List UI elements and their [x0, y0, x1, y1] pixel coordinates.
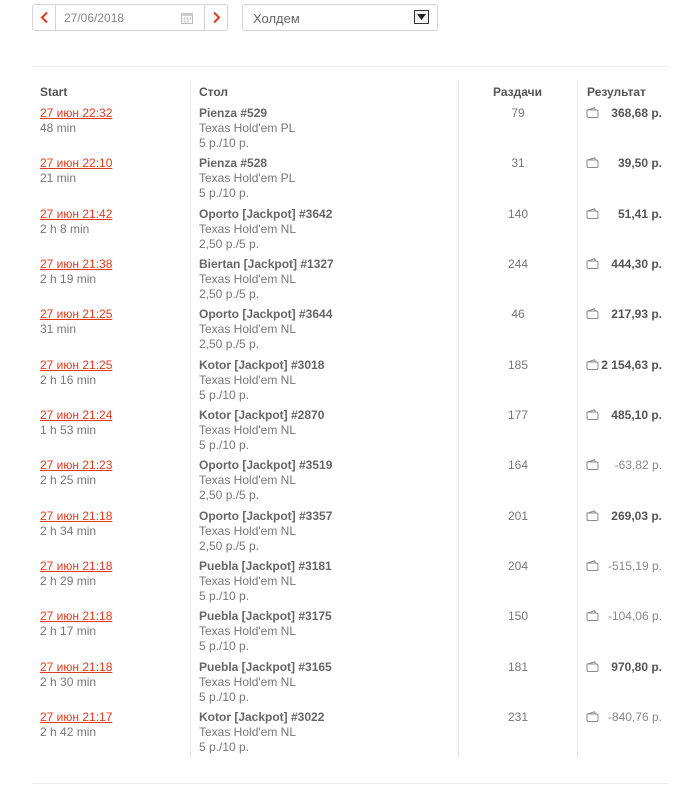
hands-count: 140: [507, 207, 529, 221]
table-name: Pienza #528: [199, 156, 268, 170]
session-duration: 2 h 29 min: [40, 574, 97, 588]
session-result: -104,06 р.: [607, 609, 662, 623]
top-divider: [32, 66, 668, 67]
session-start-link[interactable]: 27 июн 22:10: [40, 156, 113, 170]
table-name: Oporto [Jackpot] #3642: [199, 207, 333, 221]
table-row: [32, 257, 668, 307]
dropdown-arrow-icon[interactable]: [414, 10, 429, 24]
hands-count: 201: [507, 509, 529, 523]
session-result: 2 154,63 р.: [601, 358, 662, 372]
table-stakes: 5 р./10 р.: [199, 388, 250, 402]
session-start-link[interactable]: 27 июн 21:23: [40, 458, 113, 472]
session-start-link[interactable]: 27 июн 21:25: [40, 307, 113, 321]
table-name: Biertan [Jackpot] #1327: [199, 257, 334, 271]
table-game: Texas Hold'em NL: [199, 373, 296, 387]
session-result: 269,03 р.: [611, 509, 662, 523]
session-start-link[interactable]: 27 июн 21:24: [40, 408, 113, 422]
table-row: [32, 509, 668, 559]
table-stakes: 5 р./10 р.: [199, 639, 250, 653]
table-stakes: 5 р./10 р.: [199, 136, 250, 150]
table-row: [32, 609, 668, 659]
table-stakes: 5 р./10 р.: [199, 690, 250, 704]
session-duration: 1 h 53 min: [40, 423, 97, 437]
table-stakes: 5 р./10 р.: [199, 186, 250, 200]
header-start: Start: [40, 85, 68, 99]
session-result: 51,41 р.: [617, 207, 662, 221]
header-table: Стол: [199, 85, 229, 99]
table-stakes: 2,50 р./5 р.: [199, 488, 260, 502]
table-game: Texas Hold'em NL: [199, 322, 296, 336]
hands-count: 204: [507, 559, 529, 573]
table-name: Kotor [Jackpot] #3022: [199, 710, 325, 724]
table-name: Oporto [Jackpot] #3519: [199, 458, 333, 472]
table-stakes: 5 р./10 р.: [199, 740, 250, 754]
table-row: [32, 106, 668, 156]
bottom-divider: [32, 783, 668, 784]
session-result: 39,50 р.: [617, 156, 662, 170]
table-game: Texas Hold'em NL: [199, 272, 296, 286]
session-duration: 31 min: [40, 322, 77, 336]
session-start-link[interactable]: 27 июн 21:18: [40, 609, 113, 623]
session-duration: 2 h 42 min: [40, 725, 97, 739]
session-start-link[interactable]: 27 июн 21:18: [40, 559, 113, 573]
session-result: 217,93 р.: [611, 307, 662, 321]
session-duration: 2 h 25 min: [40, 473, 97, 487]
session-duration: 2 h 16 min: [40, 373, 97, 387]
session-start-link[interactable]: 27 июн 21:18: [40, 660, 113, 674]
next-day-button[interactable]: [204, 5, 227, 30]
table-game: Texas Hold'em NL: [199, 675, 296, 689]
chevron-right-icon: [212, 11, 221, 24]
table-row: [32, 408, 668, 458]
session-start-link[interactable]: 27 июн 21:25: [40, 358, 113, 372]
session-start-link[interactable]: 27 июн 21:38: [40, 257, 113, 271]
game-type-select[interactable]: [242, 4, 438, 31]
session-duration: 2 h 30 min: [40, 675, 97, 689]
table-row: [32, 710, 668, 760]
session-result: -515,19 р.: [607, 559, 662, 573]
game-type-value: Холдем: [253, 11, 300, 26]
table-game: Texas Hold'em NL: [199, 423, 296, 437]
table-game: Texas Hold'em PL: [199, 121, 296, 135]
table-row: [32, 660, 668, 710]
table-game: Texas Hold'em NL: [199, 725, 296, 739]
table-stakes: 2,50 р./5 р.: [199, 539, 260, 553]
hands-count: 177: [507, 408, 529, 422]
table-name: Kotor [Jackpot] #3018: [199, 358, 325, 372]
chevron-left-icon: [40, 11, 49, 24]
table-name: Oporto [Jackpot] #3644: [199, 307, 333, 321]
table-row: [32, 559, 668, 609]
table-game: Texas Hold'em NL: [199, 624, 296, 638]
table-name: Puebla [Jackpot] #3165: [199, 660, 332, 674]
hands-count: 181: [507, 660, 529, 674]
table-name: Kotor [Jackpot] #2870: [199, 408, 325, 422]
table-row: [32, 156, 668, 206]
prev-day-button[interactable]: [33, 5, 56, 30]
session-result: 368,68 р.: [611, 106, 662, 120]
table-row: [32, 458, 668, 508]
session-start-link[interactable]: 27 июн 21:42: [40, 207, 113, 221]
table-name: Pienza #529: [199, 106, 268, 120]
table-stakes: 5 р./10 р.: [199, 438, 250, 452]
table-game: Texas Hold'em NL: [199, 524, 296, 538]
hands-count: 46: [511, 307, 525, 321]
table-stakes: 2,50 р./5 р.: [199, 337, 260, 351]
session-start-link[interactable]: 27 июн 22:32: [40, 106, 113, 120]
session-duration: 48 min: [40, 121, 77, 135]
session-duration: 2 h 34 min: [40, 524, 97, 538]
table-game: Texas Hold'em NL: [199, 574, 296, 588]
header-result: Результат: [587, 85, 646, 99]
table-stakes: 5 р./10 р.: [199, 589, 250, 603]
hands-count: 185: [507, 358, 529, 372]
session-duration: 2 h 17 min: [40, 624, 97, 638]
hands-count: 164: [507, 458, 529, 472]
header-hands: Раздачи: [493, 85, 542, 99]
table-name: Oporto [Jackpot] #3357: [199, 509, 333, 523]
table-row: [32, 358, 668, 408]
calendar-icon[interactable]: [181, 12, 193, 24]
table-row: [32, 207, 668, 257]
session-result: 970,80 р.: [611, 660, 662, 674]
hands-count: 79: [511, 106, 525, 120]
table-game: Texas Hold'em PL: [199, 171, 296, 185]
table-game: Texas Hold'em NL: [199, 222, 296, 236]
session-start-link[interactable]: 27 июн 21:18: [40, 509, 113, 523]
session-result: -63,82 р.: [614, 458, 662, 472]
hands-count: 150: [507, 609, 529, 623]
session-duration: 2 h 8 min: [40, 222, 90, 236]
session-duration: 2 h 19 min: [40, 272, 97, 286]
date-picker: [32, 4, 228, 31]
table-name: Puebla [Jackpot] #3181: [199, 559, 332, 573]
table-game: Texas Hold'em NL: [199, 473, 296, 487]
hands-count: 31: [511, 156, 525, 170]
table-stakes: 2,50 р./5 р.: [199, 287, 260, 301]
session-start-link[interactable]: 27 июн 21:17: [40, 710, 113, 724]
session-result: -840,76 р.: [607, 710, 662, 724]
table-stakes: 2,50 р./5 р.: [199, 237, 260, 251]
session-result: 444,30 р.: [611, 257, 662, 271]
table-name: Puebla [Jackpot] #3175: [199, 609, 332, 623]
table-row: [32, 307, 668, 357]
session-duration: 21 min: [40, 171, 77, 185]
hands-count: 231: [507, 710, 529, 724]
session-result: 485,10 р.: [611, 408, 662, 422]
hands-count: 244: [507, 257, 529, 271]
